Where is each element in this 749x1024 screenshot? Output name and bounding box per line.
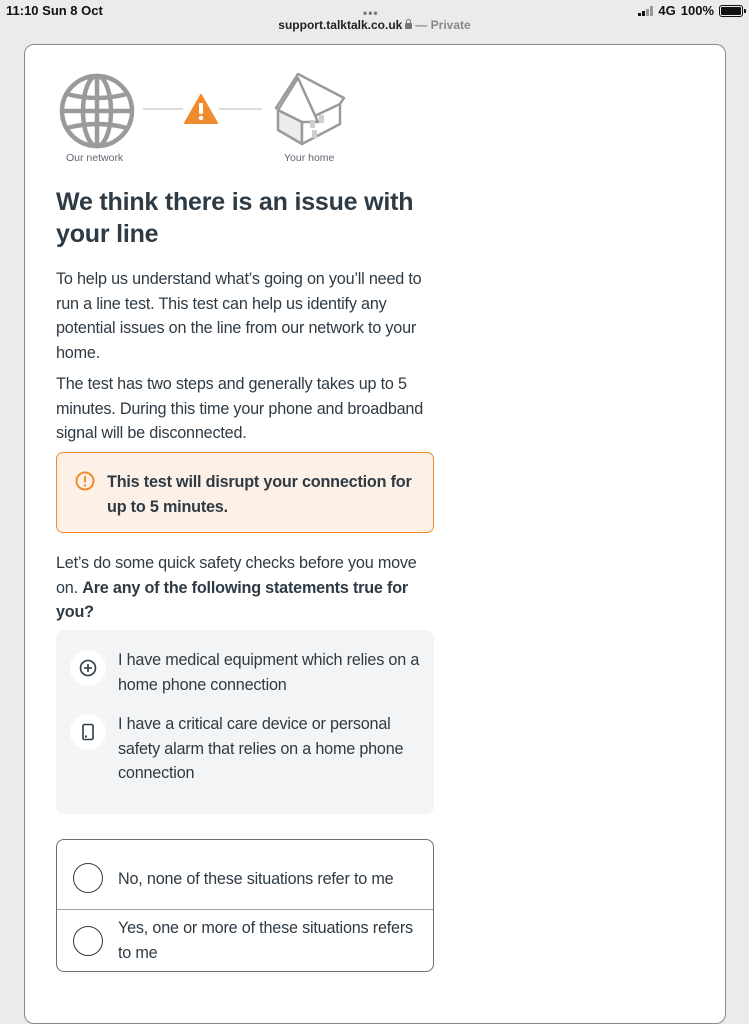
statement-text: I have a critical care device or personal safety alarm that relies on a home phone connection <box>118 715 404 782</box>
multitask-dots-icon[interactable]: ••• <box>363 6 379 20</box>
device-icon <box>70 714 106 750</box>
option-yes-label[interactable]: Yes, one or more of these situations refers to me <box>118 919 413 962</box>
battery-icon <box>719 5 743 17</box>
radio-yes[interactable] <box>73 926 103 956</box>
battery-percent: 100% <box>680 3 714 18</box>
status-right <box>638 3 743 18</box>
disruption-alert <box>56 452 434 533</box>
answer-options <box>56 839 434 972</box>
warning-icon <box>184 94 218 124</box>
url-text[interactable]: support.talktalk.co.uk <box>278 18 403 32</box>
safety-question-bold: Are any of the following statements true for you? <box>56 578 408 621</box>
safety-statements <box>56 630 434 814</box>
exclamation-circle-icon <box>75 471 95 491</box>
page-title: We think there is an issue with your line <box>56 188 414 248</box>
option-no[interactable] <box>57 840 433 910</box>
home-label: Your home <box>284 152 335 164</box>
network-label: Our network <box>66 152 124 164</box>
statement-text: I have medical equipment which relies on a home phone connection <box>118 651 420 694</box>
house-icon <box>272 70 348 148</box>
safety-question <box>56 551 436 625</box>
option-no-label[interactable]: No, none of these situations refer to me <box>118 870 394 888</box>
connector-line <box>219 108 262 110</box>
alert-text: This test will disrupt your connection for up to 5 minutes. <box>107 473 412 516</box>
signal-icon <box>638 6 653 16</box>
intro-paragraph-2: The test has two steps and generally takes up to 5 minutes. During this time your phone and broadband signal will be disconnected. <box>56 375 424 442</box>
option-yes[interactable] <box>57 910 433 972</box>
connection-diagram <box>56 70 356 170</box>
globe-icon <box>58 72 136 150</box>
private-mode-label: — Private <box>415 18 471 32</box>
lock-icon <box>405 23 412 29</box>
address-bar[interactable] <box>0 18 749 36</box>
medical-plus-icon <box>70 650 106 686</box>
network-type: 4G <box>658 3 676 18</box>
safety-lead: Let’s do some quick safety checks before you move on. <box>56 554 417 597</box>
status-time: 11:10 Sun 8 Oct <box>6 3 103 18</box>
radio-no[interactable] <box>73 863 103 893</box>
connector-line <box>143 108 183 110</box>
intro-paragraph-1: To help us understand what’s going on you’ll need to run a line test. This test can help us identify any potential issues on the line from our network to your home. <box>56 270 422 362</box>
status-bar <box>0 0 749 20</box>
